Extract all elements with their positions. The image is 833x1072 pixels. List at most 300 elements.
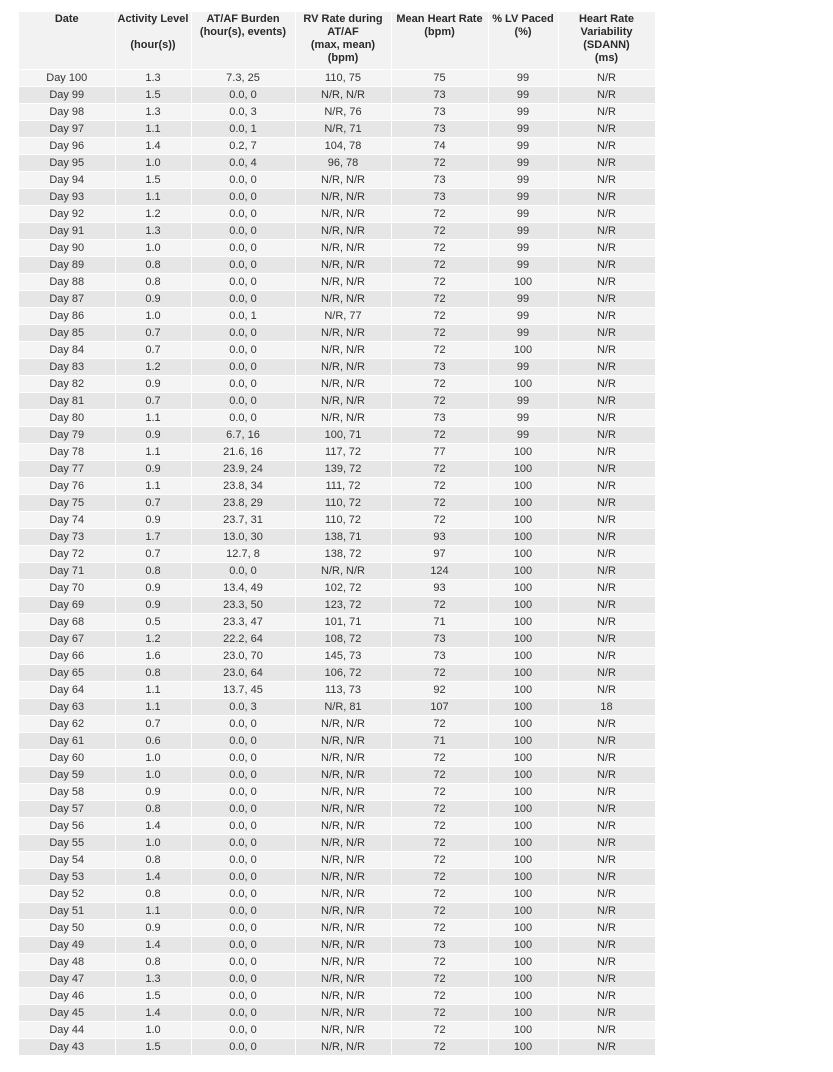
rv-rate-cell: N/R, N/R	[295, 869, 391, 886]
mean-heart-rate-cell: 72	[391, 240, 488, 257]
rv-rate-cell: N/R, 76	[295, 104, 391, 121]
lv-paced-cell: 100	[488, 495, 558, 512]
hr-variability-cell: N/R	[558, 852, 655, 869]
hr-variability-cell: N/R	[558, 206, 655, 223]
mean-heart-rate-cell: 72	[391, 886, 488, 903]
activity-level-cell: 0.9	[115, 580, 191, 597]
rv-rate-cell: N/R, N/R	[295, 801, 391, 818]
hr-variability-cell: 18	[558, 699, 655, 716]
hr-variability-cell: N/R	[558, 733, 655, 750]
table-row	[19, 699, 655, 716]
table-row	[19, 308, 655, 325]
table-row	[19, 784, 655, 801]
date-cell: Day 46	[19, 988, 115, 1005]
table-body	[19, 70, 655, 1056]
rv-rate-cell: N/R, N/R	[295, 920, 391, 937]
header-hrv-line1: Heart Rate	[578, 13, 635, 25]
activity-level-cell: 1.5	[115, 87, 191, 104]
rv-rate-cell: 108, 72	[295, 631, 391, 648]
lv-paced-cell: 99	[488, 121, 558, 138]
ataf-burden-cell: 21.6, 16	[191, 444, 295, 461]
activity-level-cell: 0.7	[115, 325, 191, 342]
rv-rate-cell: N/R, N/R	[295, 1005, 391, 1022]
activity-level-cell: 1.1	[115, 410, 191, 427]
activity-level-cell: 0.9	[115, 461, 191, 478]
ataf-burden-cell: 0.0, 0	[191, 920, 295, 937]
lv-paced-cell: 99	[488, 325, 558, 342]
date-cell: Day 58	[19, 784, 115, 801]
mean-heart-rate-cell: 72	[391, 308, 488, 325]
mean-heart-rate-cell: 72	[391, 461, 488, 478]
rv-rate-cell: 101, 71	[295, 614, 391, 631]
mean-heart-rate-cell: 73	[391, 359, 488, 376]
date-cell: Day 61	[19, 733, 115, 750]
hr-variability-cell: N/R	[558, 529, 655, 546]
lv-paced-cell: 100	[488, 614, 558, 631]
activity-level-cell: 1.0	[115, 308, 191, 325]
rv-rate-cell: 96, 78	[295, 155, 391, 172]
ataf-burden-cell: 0.0, 0	[191, 172, 295, 189]
header-rv-line4: (bpm)	[327, 52, 359, 64]
lv-paced-cell: 99	[488, 104, 558, 121]
ataf-burden-cell: 0.0, 0	[191, 223, 295, 240]
lv-paced-cell: 100	[488, 886, 558, 903]
date-cell: Day 85	[19, 325, 115, 342]
date-cell: Day 99	[19, 87, 115, 104]
activity-level-cell: 0.8	[115, 665, 191, 682]
activity-level-cell: 1.7	[115, 529, 191, 546]
ataf-burden-cell: 0.0, 0	[191, 563, 295, 580]
ataf-burden-cell: 0.0, 0	[191, 376, 295, 393]
activity-level-cell: 1.1	[115, 478, 191, 495]
table-row	[19, 648, 655, 665]
lv-paced-cell: 100	[488, 716, 558, 733]
date-cell: Day 91	[19, 223, 115, 240]
lv-paced-cell: 100	[488, 733, 558, 750]
table-row	[19, 155, 655, 172]
activity-level-cell: 1.4	[115, 138, 191, 155]
mean-heart-rate-cell: 72	[391, 665, 488, 682]
activity-level-cell: 1.2	[115, 359, 191, 376]
rv-rate-cell: 138, 72	[295, 546, 391, 563]
date-cell: Day 66	[19, 648, 115, 665]
header-mean-heart-rate	[391, 12, 488, 70]
date-cell: Day 98	[19, 104, 115, 121]
hr-variability-cell: N/R	[558, 257, 655, 274]
ataf-burden-cell: 23.8, 29	[191, 495, 295, 512]
hr-variability-cell: N/R	[558, 189, 655, 206]
date-cell: Day 45	[19, 1005, 115, 1022]
hr-variability-cell: N/R	[558, 376, 655, 393]
hr-variability-cell: N/R	[558, 308, 655, 325]
mean-heart-rate-cell: 72	[391, 835, 488, 852]
ataf-burden-cell: 0.0, 0	[191, 954, 295, 971]
lv-paced-cell: 99	[488, 308, 558, 325]
table-row	[19, 682, 655, 699]
lv-paced-cell: 100	[488, 682, 558, 699]
table-row	[19, 206, 655, 223]
ataf-burden-cell: 0.0, 0	[191, 274, 295, 291]
header-hrv-line4: (ms)	[594, 52, 619, 64]
rv-rate-cell: N/R, N/R	[295, 750, 391, 767]
rv-rate-cell: 110, 72	[295, 495, 391, 512]
mean-heart-rate-cell: 72	[391, 784, 488, 801]
mean-heart-rate-cell: 73	[391, 172, 488, 189]
date-cell: Day 93	[19, 189, 115, 206]
activity-level-cell: 0.9	[115, 784, 191, 801]
header-mhr-line1: Mean Heart Rate	[396, 13, 483, 25]
ataf-burden-cell: 23.9, 24	[191, 461, 295, 478]
lv-paced-cell: 99	[488, 223, 558, 240]
rv-rate-cell: N/R, N/R	[295, 971, 391, 988]
ataf-burden-cell: 0.0, 0	[191, 733, 295, 750]
hr-variability-cell: N/R	[558, 291, 655, 308]
mean-heart-rate-cell: 72	[391, 767, 488, 784]
activity-level-cell: 1.1	[115, 121, 191, 138]
activity-level-cell: 1.4	[115, 1005, 191, 1022]
mean-heart-rate-cell: 72	[391, 155, 488, 172]
activity-level-cell: 0.8	[115, 563, 191, 580]
ataf-burden-cell: 0.0, 0	[191, 937, 295, 954]
hr-variability-cell: N/R	[558, 546, 655, 563]
mean-heart-rate-cell: 73	[391, 104, 488, 121]
hr-variability-cell: N/R	[558, 240, 655, 257]
header-rv-line1: RV Rate during	[303, 13, 383, 25]
rv-rate-cell: 139, 72	[295, 461, 391, 478]
rv-rate-cell: N/R, N/R	[295, 818, 391, 835]
table-row	[19, 563, 655, 580]
mean-heart-rate-cell: 72	[391, 1022, 488, 1039]
hr-variability-cell: N/R	[558, 920, 655, 937]
rv-rate-cell: N/R, N/R	[295, 325, 391, 342]
date-cell: Day 62	[19, 716, 115, 733]
table-row	[19, 495, 655, 512]
ataf-burden-cell: 0.0, 0	[191, 818, 295, 835]
table-row	[19, 70, 655, 87]
date-cell: Day 100	[19, 70, 115, 87]
date-cell: Day 77	[19, 461, 115, 478]
mean-heart-rate-cell: 72	[391, 971, 488, 988]
rv-rate-cell: N/R, N/R	[295, 410, 391, 427]
date-cell: Day 88	[19, 274, 115, 291]
activity-level-cell: 0.9	[115, 512, 191, 529]
table-row	[19, 478, 655, 495]
ataf-burden-cell: 0.0, 0	[191, 206, 295, 223]
table-row	[19, 954, 655, 971]
activity-level-cell: 0.5	[115, 614, 191, 631]
date-cell: Day 52	[19, 886, 115, 903]
activity-level-cell: 1.5	[115, 172, 191, 189]
lv-paced-cell: 100	[488, 971, 558, 988]
ataf-burden-cell: 0.0, 0	[191, 988, 295, 1005]
ataf-burden-cell: 13.7, 45	[191, 682, 295, 699]
table-row	[19, 138, 655, 155]
date-cell: Day 76	[19, 478, 115, 495]
date-cell: Day 48	[19, 954, 115, 971]
lv-paced-cell: 100	[488, 1005, 558, 1022]
activity-level-cell: 1.0	[115, 750, 191, 767]
mean-heart-rate-cell: 73	[391, 410, 488, 427]
table-row	[19, 665, 655, 682]
date-cell: Day 56	[19, 818, 115, 835]
mean-heart-rate-cell: 73	[391, 189, 488, 206]
mean-heart-rate-cell: 124	[391, 563, 488, 580]
hr-variability-cell: N/R	[558, 869, 655, 886]
table-row	[19, 325, 655, 342]
mean-heart-rate-cell: 72	[391, 1039, 488, 1056]
table-row	[19, 444, 655, 461]
date-cell: Day 82	[19, 376, 115, 393]
table-row	[19, 597, 655, 614]
table-row	[19, 376, 655, 393]
hr-variability-cell: N/R	[558, 325, 655, 342]
ataf-burden-cell: 23.7, 31	[191, 512, 295, 529]
lv-paced-cell: 99	[488, 70, 558, 87]
hr-variability-cell: N/R	[558, 512, 655, 529]
header-rv-line3: (max, mean)	[310, 39, 376, 51]
ataf-burden-cell: 0.0, 0	[191, 869, 295, 886]
lv-paced-cell: 99	[488, 240, 558, 257]
ataf-burden-cell: 0.0, 0	[191, 189, 295, 206]
activity-level-cell: 0.9	[115, 920, 191, 937]
rv-rate-cell: 113, 73	[295, 682, 391, 699]
ataf-burden-cell: 0.0, 3	[191, 699, 295, 716]
date-cell: Day 97	[19, 121, 115, 138]
ataf-burden-cell: 0.0, 4	[191, 155, 295, 172]
lv-paced-cell: 100	[488, 1022, 558, 1039]
ataf-burden-cell: 0.0, 1	[191, 308, 295, 325]
mean-heart-rate-cell: 72	[391, 988, 488, 1005]
rv-rate-cell: N/R, N/R	[295, 835, 391, 852]
mean-heart-rate-cell: 72	[391, 495, 488, 512]
hr-variability-cell: N/R	[558, 70, 655, 87]
activity-level-cell: 1.1	[115, 903, 191, 920]
rv-rate-cell: N/R, N/R	[295, 1039, 391, 1056]
ataf-burden-cell: 0.0, 0	[191, 1039, 295, 1056]
mean-heart-rate-cell: 72	[391, 1005, 488, 1022]
activity-level-cell: 1.0	[115, 240, 191, 257]
table-row	[19, 529, 655, 546]
date-cell: Day 71	[19, 563, 115, 580]
hr-variability-cell: N/R	[558, 155, 655, 172]
hr-variability-cell: N/R	[558, 835, 655, 852]
lv-paced-cell: 100	[488, 835, 558, 852]
ataf-burden-cell: 6.7, 16	[191, 427, 295, 444]
table-row	[19, 733, 655, 750]
header-rv-rate	[295, 12, 391, 70]
activity-level-cell: 0.8	[115, 257, 191, 274]
table-row	[19, 971, 655, 988]
table-row	[19, 818, 655, 835]
header-lv-paced	[488, 12, 558, 70]
rv-rate-cell: N/R, 77	[295, 308, 391, 325]
table-row	[19, 223, 655, 240]
ataf-burden-cell: 0.0, 0	[191, 801, 295, 818]
ataf-burden-cell: 23.8, 34	[191, 478, 295, 495]
date-cell: Day 79	[19, 427, 115, 444]
lv-paced-cell: 100	[488, 869, 558, 886]
mean-heart-rate-cell: 72	[391, 427, 488, 444]
date-cell: Day 65	[19, 665, 115, 682]
rv-rate-cell: N/R, N/R	[295, 172, 391, 189]
rv-rate-cell: N/R, N/R	[295, 240, 391, 257]
rv-rate-cell: N/R, N/R	[295, 784, 391, 801]
header-activity-level	[115, 12, 191, 70]
lv-paced-cell: 100	[488, 750, 558, 767]
date-cell: Day 44	[19, 1022, 115, 1039]
table-row	[19, 512, 655, 529]
activity-level-cell: 1.0	[115, 1022, 191, 1039]
rv-rate-cell: 106, 72	[295, 665, 391, 682]
mean-heart-rate-cell: 75	[391, 70, 488, 87]
ataf-burden-cell: 13.4, 49	[191, 580, 295, 597]
rv-rate-cell: N/R, N/R	[295, 1022, 391, 1039]
hr-variability-cell: N/R	[558, 563, 655, 580]
hr-variability-cell: N/R	[558, 580, 655, 597]
mean-heart-rate-cell: 72	[391, 716, 488, 733]
hr-variability-cell: N/R	[558, 954, 655, 971]
ataf-burden-cell: 0.0, 0	[191, 325, 295, 342]
hr-variability-cell: N/R	[558, 767, 655, 784]
lv-paced-cell: 100	[488, 699, 558, 716]
lv-paced-cell: 100	[488, 988, 558, 1005]
hr-variability-cell: N/R	[558, 682, 655, 699]
hr-variability-cell: N/R	[558, 461, 655, 478]
hr-variability-cell: N/R	[558, 172, 655, 189]
lv-paced-cell: 100	[488, 546, 558, 563]
lv-paced-cell: 100	[488, 529, 558, 546]
header-lv-line1: % LV Paced	[492, 13, 554, 25]
date-cell: Day 84	[19, 342, 115, 359]
table-row	[19, 937, 655, 954]
table-row	[19, 903, 655, 920]
activity-level-cell: 1.1	[115, 682, 191, 699]
hr-variability-cell: N/R	[558, 597, 655, 614]
activity-level-cell: 0.7	[115, 342, 191, 359]
date-cell: Day 83	[19, 359, 115, 376]
hr-variability-cell: N/R	[558, 631, 655, 648]
ataf-burden-cell: 0.0, 0	[191, 342, 295, 359]
mean-heart-rate-cell: 72	[391, 206, 488, 223]
ataf-burden-cell: 0.0, 0	[191, 903, 295, 920]
table-row	[19, 614, 655, 631]
table-row	[19, 291, 655, 308]
hr-variability-cell: N/R	[558, 342, 655, 359]
lv-paced-cell: 100	[488, 274, 558, 291]
ataf-burden-cell: 0.0, 0	[191, 767, 295, 784]
hr-variability-cell: N/R	[558, 665, 655, 682]
date-cell: Day 60	[19, 750, 115, 767]
hr-variability-cell: N/R	[558, 818, 655, 835]
ataf-burden-cell: 0.0, 1	[191, 121, 295, 138]
header-burden-line2: (hour(s), events)	[199, 26, 287, 38]
mean-heart-rate-cell: 73	[391, 648, 488, 665]
table-row	[19, 1005, 655, 1022]
rv-rate-cell: N/R, N/R	[295, 563, 391, 580]
activity-level-cell: 1.4	[115, 937, 191, 954]
table-row	[19, 257, 655, 274]
lv-paced-cell: 100	[488, 342, 558, 359]
activity-level-cell: 1.5	[115, 988, 191, 1005]
lv-paced-cell: 100	[488, 444, 558, 461]
ataf-burden-cell: 23.3, 47	[191, 614, 295, 631]
date-cell: Day 51	[19, 903, 115, 920]
ataf-burden-cell: 12.7, 8	[191, 546, 295, 563]
rv-rate-cell: N/R, N/R	[295, 189, 391, 206]
mean-heart-rate-cell: 72	[391, 291, 488, 308]
lv-paced-cell: 100	[488, 597, 558, 614]
activity-level-cell: 1.1	[115, 189, 191, 206]
mean-heart-rate-cell: 71	[391, 614, 488, 631]
activity-level-cell: 1.3	[115, 971, 191, 988]
table-row	[19, 87, 655, 104]
lv-paced-cell: 100	[488, 512, 558, 529]
date-cell: Day 81	[19, 393, 115, 410]
date-cell: Day 80	[19, 410, 115, 427]
ataf-burden-cell: 0.2, 7	[191, 138, 295, 155]
table-row	[19, 1022, 655, 1039]
mean-heart-rate-cell: 72	[391, 223, 488, 240]
hr-variability-cell: N/R	[558, 750, 655, 767]
ataf-burden-cell: 0.0, 0	[191, 1022, 295, 1039]
rv-rate-cell: N/R, N/R	[295, 206, 391, 223]
header-hr-variability	[558, 12, 655, 70]
lv-paced-cell: 100	[488, 767, 558, 784]
mean-heart-rate-cell: 72	[391, 257, 488, 274]
rv-rate-cell: N/R, N/R	[295, 87, 391, 104]
mean-heart-rate-cell: 77	[391, 444, 488, 461]
lv-paced-cell: 100	[488, 631, 558, 648]
date-cell: Day 95	[19, 155, 115, 172]
hr-variability-cell: N/R	[558, 495, 655, 512]
table-row	[19, 342, 655, 359]
hr-variability-cell: N/R	[558, 427, 655, 444]
hr-variability-cell: N/R	[558, 121, 655, 138]
rv-rate-cell: N/R, N/R	[295, 376, 391, 393]
activity-level-cell: 1.2	[115, 631, 191, 648]
lv-paced-cell: 99	[488, 87, 558, 104]
hr-variability-cell: N/R	[558, 359, 655, 376]
lv-paced-cell: 100	[488, 461, 558, 478]
mean-heart-rate-cell: 73	[391, 121, 488, 138]
table-row	[19, 750, 655, 767]
activity-level-cell: 1.3	[115, 223, 191, 240]
lv-paced-cell: 100	[488, 920, 558, 937]
hr-variability-cell: N/R	[558, 104, 655, 121]
rv-rate-cell: 111, 72	[295, 478, 391, 495]
header-rv-line2: AT/AF	[327, 26, 359, 38]
hr-variability-cell: N/R	[558, 223, 655, 240]
hr-variability-cell: N/R	[558, 784, 655, 801]
date-cell: Day 75	[19, 495, 115, 512]
rv-rate-cell: 104, 78	[295, 138, 391, 155]
rv-rate-cell: 100, 71	[295, 427, 391, 444]
table-header	[19, 12, 655, 70]
table-row	[19, 767, 655, 784]
table-row	[19, 631, 655, 648]
table-row	[19, 274, 655, 291]
table-row	[19, 410, 655, 427]
ataf-burden-cell: 23.0, 70	[191, 648, 295, 665]
lv-paced-cell: 100	[488, 478, 558, 495]
ataf-burden-cell: 0.0, 0	[191, 1005, 295, 1022]
date-cell: Day 59	[19, 767, 115, 784]
daily-trend-table	[19, 12, 656, 1055]
table-row	[19, 427, 655, 444]
date-cell: Day 87	[19, 291, 115, 308]
date-cell: Day 89	[19, 257, 115, 274]
lv-paced-cell: 100	[488, 818, 558, 835]
